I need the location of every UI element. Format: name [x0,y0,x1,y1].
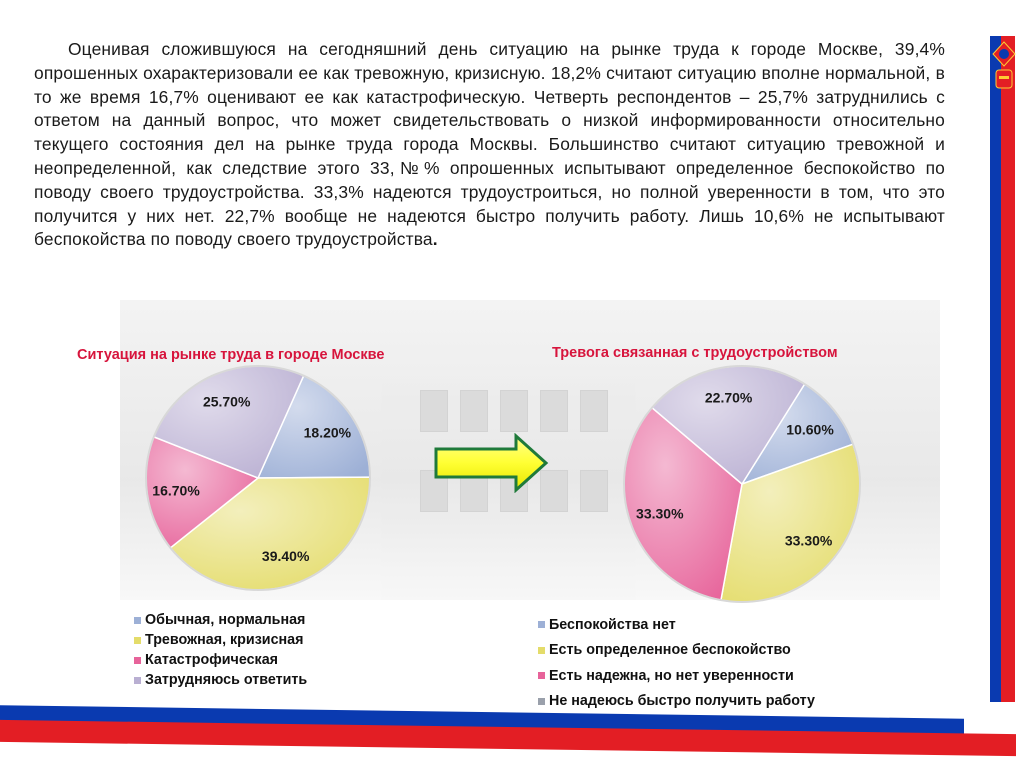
legend-swatch [538,621,545,628]
legend-item [538,612,815,638]
legend-employment-anxiety [538,612,815,714]
pie-chart-employment-anxiety [620,372,870,622]
legend-swatch [134,657,141,664]
slice-label: 33.30% [784,532,833,549]
legend-labor-market [134,610,307,690]
legend-item [134,670,307,690]
legend-label: Беспокойства нет [549,616,676,633]
legend-swatch [134,617,141,624]
slice-label: 10.60% [786,421,834,438]
right-arrow-icon [432,433,550,493]
slice-label: 25.70% [202,393,251,410]
legend-label: Есть надежна, но нет уверенности [549,667,794,684]
slice-label: 16.70% [152,482,200,499]
legend-swatch [538,698,545,705]
legend-label: Обычная, нормальная [145,612,306,628]
body-paragraph [34,38,945,252]
emblem-icon [989,40,1019,96]
legend-swatch [538,647,545,654]
slice-label: 33.30% [636,505,684,522]
flag-stripe-blue [990,36,1001,702]
slice-label: 39.40% [261,548,310,565]
slice-label: 18.20% [303,424,352,441]
legend-label: Не надеюсь быстро получить работу [549,693,815,710]
legend-item [538,638,815,664]
legend-item [538,689,815,715]
legend-item [134,610,307,630]
legend-swatch [134,677,141,684]
chart-title-labor-market: Ситуация на рынке труда в городе Москве [77,347,385,363]
chart-title-employment-anxiety: Тревога связанная с трудоустройством [552,345,838,361]
legend-item [538,663,815,689]
legend-label: Есть определенное беспокойство [549,642,791,659]
paragraph-end: . [432,229,438,250]
legend-item [134,630,307,650]
paragraph-text: Оценивая сложившуюся на сегодняшний день ситуацию на рынке труда к городе Москве, 39,4% опрошенных охарактеризовали ее как тревожную, кризисную. 18,2% считают ситуацию вполне нормальной, в то же время 16,7% оценивают ее как катастрофическую. Четверть респондентов – 25,7% затруднились с ответом на данный вопрос, что может свидетельствовать о низкой информированности относительно текущего состояния дел на рынке труда города Москвы. Большинство считают ситуацию тревожной и неопределенной, как следствие этого 33,№% опрошенных испытывают определенное беспокойство по поводу своего трудоустройства. 33,3% надеются трудоустроиться, но полной уверенности в том, что это получится у них нет. 22,7% вообще не надеются быстро получить работу. Лишь 10,6% не испытывают беспокойства по поводу своего трудоустройства [34,39,945,250]
legend-swatch [538,672,545,679]
pie-chart-labor-market [140,362,390,612]
legend-item [134,650,307,670]
legend-label: Тревожная, кризисная [145,632,304,648]
flag-stripe-red [1001,36,1015,702]
legend-swatch [134,637,141,644]
legend-label: Катастрофическая [145,652,278,668]
legend-label: Затрудняюсь ответить [145,672,308,688]
slice-label: 22.70% [704,389,753,406]
